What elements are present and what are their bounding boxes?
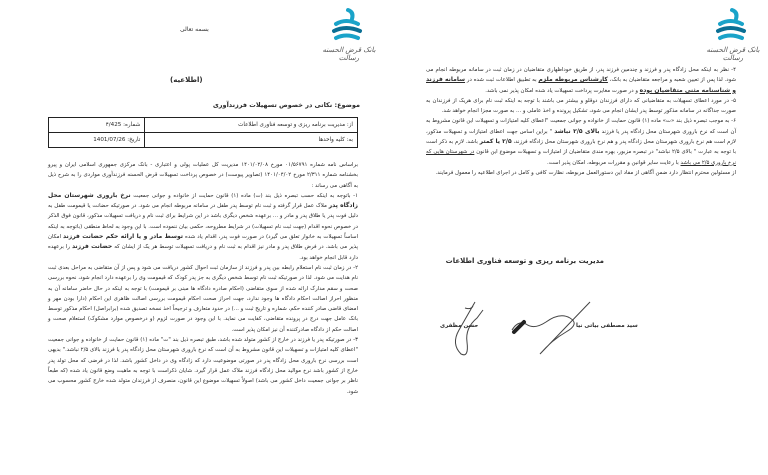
item-5: ۵- در مورد اعطای تسهیلات به متقاضیانی که دارای فرزندان دوقلو و بیشتر می باشند با توجه به اینکه ثبت نام برای هریک از فرزندان به صورت جداگانه در سامانه مذکور توسط پدر ایشان انجام می شود، تشکیل پرونده و اخذ عاملی و ... به صورت مجزا انجام خواهد شد. xyxy=(426,97,736,115)
item-1-text: ۱- باتوجه به اینکه حسب تبصره ذیل بند (ت) ماده (۱) قانون حمایت از خانواده و جوانی جمعیت xyxy=(133,192,358,199)
item-1-text: ملاک عمل قرار گرفته و ثبت نام توسط پدر طفل در سامانه مربوطه انجام می شود. در صورتیکه حضانت یا قیمومت طفل به دلیل فوت پدر یا طلاق پدر و مادر و ... برعهده شخص دیگری باشد در این شرایط برای ثبت نام و دریافت تسهیلات مذکور، قانون فوق الذکر در خصوص نحوه اقدام (جهت ثبت نام تسهیلات) در شرایط مطروحه، حکمی بیان ننموده است. با این وجود به لحاظ منطقی (باتوجه به اینکه اساساً تسهیلات به خانوار تعلق می گیرد) در صورت فوت پدر، اقدام یاد شده xyxy=(48,203,358,241)
notice-title: (اطلاعیه) xyxy=(170,76,203,84)
item-4-text: و در صورت مغایرت پرداخت تسهیلات یاد شده امکان پذیر نمی باشد. xyxy=(485,87,638,94)
bank-name: بانک قرض الحسنه رسالت xyxy=(706,46,760,62)
item-4 xyxy=(426,65,736,96)
bismillah-heading: بسمه تعالی xyxy=(180,26,209,33)
bank-logo-icon xyxy=(702,6,762,46)
document-page-right xyxy=(384,0,768,475)
item-1-bold: حضانت فرزند xyxy=(71,243,113,251)
bank-logo xyxy=(318,6,378,62)
meta-date: تاریخ: 1401/07/26 xyxy=(49,133,145,148)
bank-logo xyxy=(702,6,762,62)
signatory-name: سید مصطفی بیاتی نیا xyxy=(576,323,638,329)
item-1 xyxy=(48,191,358,263)
item-6-text: باشد. لازم به ذکر است با توجه به عبارت " بالای ۲/۵ نباشد" در تبصره مزبور، بهره مندی متقاضیان از امتیازات و تسهیلات موضوع این قانون xyxy=(426,139,736,156)
item-1-bold: توسط مادر و یا ارائه حکم حضانت فرزند xyxy=(63,233,183,241)
meta-row xyxy=(49,118,358,133)
bank-logo-icon xyxy=(318,6,378,46)
body-text-left xyxy=(48,160,358,397)
signature-mark-1 xyxy=(445,300,495,360)
item-6-text: با رعایت سایر قوانین و مقررات مربوطه، امکان پذیر است. xyxy=(547,159,679,166)
letter-meta-table xyxy=(48,117,358,148)
item-4-text: ۴- نظر به اینکه محل زادگاه پدر و فرزند و چندمین فرزند پدر، از طریق خوداظهاری متقاضیان در زمان ثبت در سامانه مربوطه انجام می شود. لذا پس از تعیین شعبه و مراجعه متقاضیان به بانک، xyxy=(426,67,736,84)
meta-number: شماره: ۴/425 xyxy=(49,118,145,133)
item-6 xyxy=(426,116,736,167)
meta-from: از: مدیریت برنامه ریزی و توسعه فناوری اطلاعات xyxy=(145,118,358,133)
item-1-text: امکان پذیر می باشد. در فرض طلاق پدر و مادر نیز اقدام به ثبت نام و دریافت تسهیلات توسط هر یک از ایشان که xyxy=(48,234,358,251)
body-text-right xyxy=(426,65,736,178)
department-name: مدیریت برنامه ریزی و توسعه فناوری اطلاعات xyxy=(445,257,604,265)
item-4-underlined: سامانه فرزند و شناسنامه مثنی متقاضیان بوده xyxy=(426,76,736,94)
item-6-bold: بالای ۲/۵ نباشد xyxy=(554,127,600,135)
item-4-underlined: کارشناس مربوطه ملزم xyxy=(538,76,608,84)
subject-line: موضوع: نکاتی در خصوص تسهیلات فرزندآوری xyxy=(212,101,360,109)
item-4-text: به تطبیق اطلاعات ثبت شده در xyxy=(466,77,537,84)
item-1-bold: نرخ باروری شهرستان محل زادگاه پدر xyxy=(48,191,358,210)
item-6-text: " براین اساس جهت اعطای امتیازات و تسهیلات مذکور، لازم است هم نرخ باروری شهرستان محل زادگاه پدر و هم نرخ باروری شهرستان محل زادگاه فرزند، xyxy=(426,128,737,146)
signatory-name: حسن مظفری xyxy=(440,323,479,329)
item-3: ۳- در صورتیکه پدر یا فرزند در خارج از کشور متولد شده باشد، طبق تبصره ذیل بند "ت" ماده (۱) قانون حمایت از خانواده و جوانی جمعیت "اعطای کلیه امتیازات و تسهیلات این قانون مشروط به آن است که نرخ باروری شهرستان محل زادگاه پدر یا فرزند بالای ۲/۵ نباشد." بدیهی است بررسی نرخ باروری محل زادگاه پدر در صورتی موضوعیت دارد که زادگاه وی در داخل کشور باشد. لذا در فرضی که محل تولد پدر خارج از کشور باشد نرخ موالید محل زادگاه فرزند ملاک عمل قرار گیرد. شایان ذکراست با توجه به ماهیت وضع قانون یاد شده (که طبعاً ناظر بر جوانی جمعیت داخل کشور می باشد) اصولاً تسهیلات موضوع این قانون، منصرف از فرزندان متولد شده خارج کشور محسوب می شود. xyxy=(48,337,358,395)
meta-to: به: کلیه واحدها xyxy=(145,133,358,148)
intro-paragraph: براساس نامه شماره ۰۱/۵۶۷۹۱ مورخ ۱۴۰۱/۰۲/۰۸ مدیریت کل عملیات پولی و اعتباری - بانک مرکزی جمهوری اسلامی ایران و پیرو بخشنامه شماره ۲/۳۱۱ مورخ ۱۴۰۱/۰۴/۰۲ (تصاویر پیوست) در خصوص پرداخت تسهیلات قرض الحسنه فرزندآوری مواردی را به شرح ذیل به آگاهی می رساند : xyxy=(48,162,359,189)
item-6-underlined: در شهرستان هایی که نرخ باروری ۲/۵ می باشد xyxy=(426,149,736,166)
item-6-text: ۶- به موجب تبصره ذیل بند «ت» ماده (۱) قانون حمایت از خانواده و جوانی جمعیت "اعطای کلیه امتیازات و تسهیلات این قانون مشروط به آن است که نرخ باروری شهرستان محل زادگاه پدر یا فرزند xyxy=(426,118,736,135)
bank-name: بانک قرض الحسنه رسالت xyxy=(322,46,376,62)
meta-row xyxy=(49,133,358,148)
item-1-text: را برعهده دارد قابل انجام خواهد بود. xyxy=(48,244,358,261)
item-2: ۲- در زمان ثبت نام استعلام رابطه بین پدر و فرزند از سازمان ثبت احوال کشور دریافت می شود و پس از آن متقاضی به مراحل بعدی ثبت نام هدایت می شود. لذا در صورتیکه ثبت نام توسط شخص دیگری به جز پدر کودک که قیمومت وی را برعهده دارد انجام شود، نحوه بررسی صحت و سقم مدارک ارائه شده از سوی متقاضی (احکام صادره دادگاه ها مبنی بر قیمومت) با توجه به اینکه در حال حاضر سامانه آن به منظور احراز اصالت احکام دادگاه ها وجود ندارد، جهت احراز صحت احکام قیمومت بررسی اصالت ظاهری این احکام (دارا بودن مهر و امضای قاضی صادر کننده حکم، شماره و تاریخ ثبت و ...) در حدود متعارف و ترجیحاً اخذ نسخه تصدیق شده (برابراصل) احکام مذکور توسط بانک عامل جهت درج در پرونده متقاضی، کفایت می نماید. با این وجود در صورت لزوم (و درخصوص موارد مشکوک) استعلام صحت و اصالت حکم از دادگاه صادرکننده آن نیز امکان پذیر است. xyxy=(48,264,358,333)
signature-mark-2 xyxy=(510,300,600,360)
closing-paragraph: از مسئولین محترم انتظار دارد ضمن آگاهی از مفاد این دستورالعمل مربوطه، نظارت کافی و کامل در اجرای اطلاعیه را معمول فرمایند. xyxy=(435,169,736,176)
item-6-bold: ۲/۵ یا کمتر xyxy=(479,138,512,146)
